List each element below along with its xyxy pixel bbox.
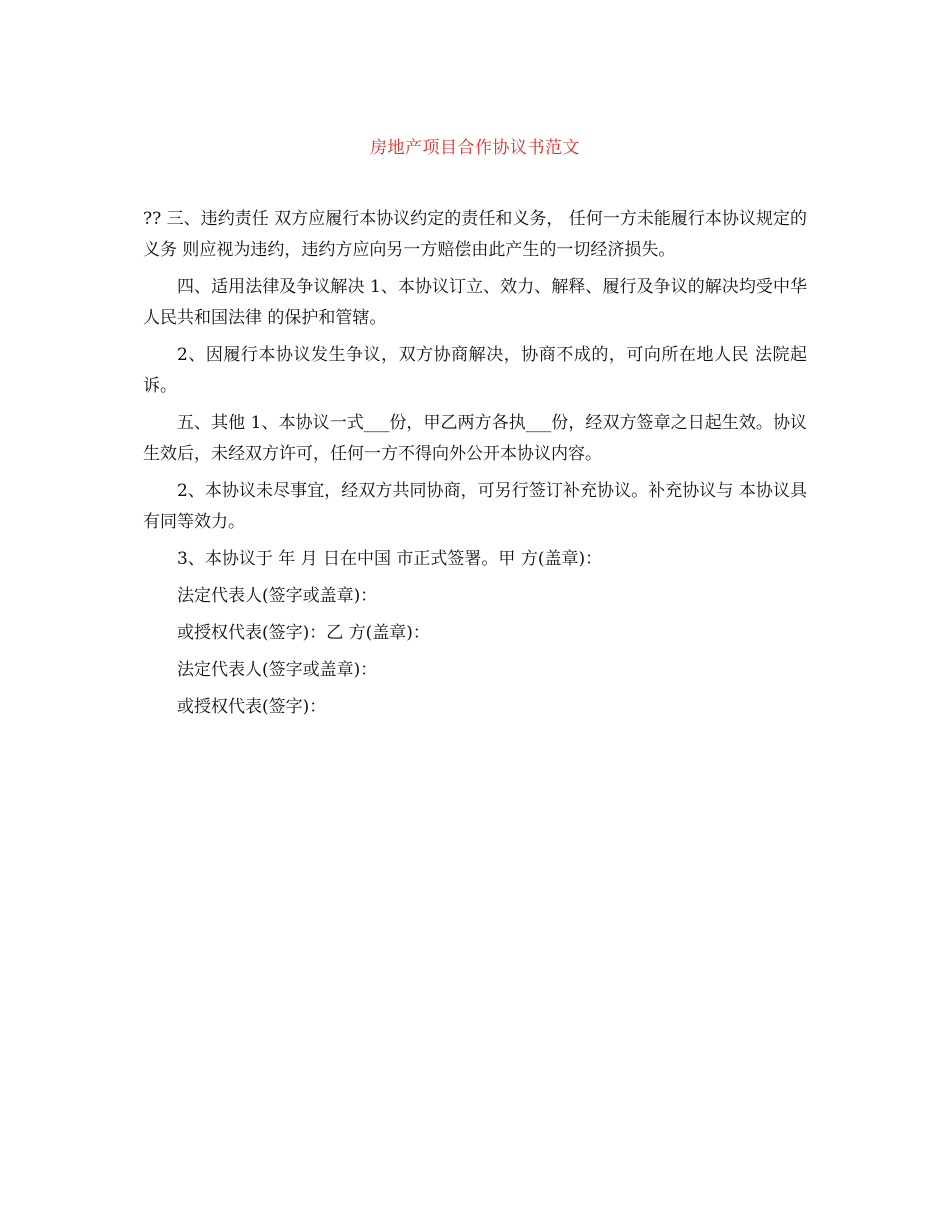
authorized-representative-b: 或授权代表(签字)： [177, 697, 327, 717]
authorized-representative-a-party-b: 或授权代表(签字)：乙 方(盖章)： [177, 623, 430, 643]
signing-statement-party-a: 3、本协议于 年 月 日在中国 市正式签署。甲 方(盖章)： [177, 549, 603, 569]
document-body [143, 204, 807, 729]
legal-representative-a: 法定代表人(签字或盖章)： [177, 586, 378, 606]
paragraph-breach-liability: ?? 三、违约责任 双方应履行本协议约定的责任和义务， 任何一方未能履行本协议规定的义务 则应视为违约，违约方应向另一方赔偿由此产生的一切经济损失。 [143, 209, 807, 260]
paragraph-supplementary-agreement: 2、本协议未尽事宜，经双方共同协商，可另行签订补充协议。补充协议与 本协议具有同等效力。 [143, 481, 807, 532]
paragraph-copies-effectiveness: 五、其他 1、本协议一式___份，甲乙两方各执___份，经双方签章之日起生效。协议 生效后，未经双方许可，任何一方不得向外公开本协议内容。 [143, 413, 807, 464]
legal-representative-b: 法定代表人(签字或盖章)： [177, 660, 378, 680]
paragraph-dispute-resolution: 2、因履行本协议发生争议，双方协商解决，协商不成的，可向所在地人民 法院起诉。 [143, 345, 807, 396]
paragraph-applicable-law: 四、适用法律及争议解决 1、本协议订立、效力、解释、履行及争议的解决均受中华人民共和国法律 的保护和管辖。 [143, 277, 807, 328]
document-title: 房地产项目合作协议书范文 [370, 138, 580, 158]
